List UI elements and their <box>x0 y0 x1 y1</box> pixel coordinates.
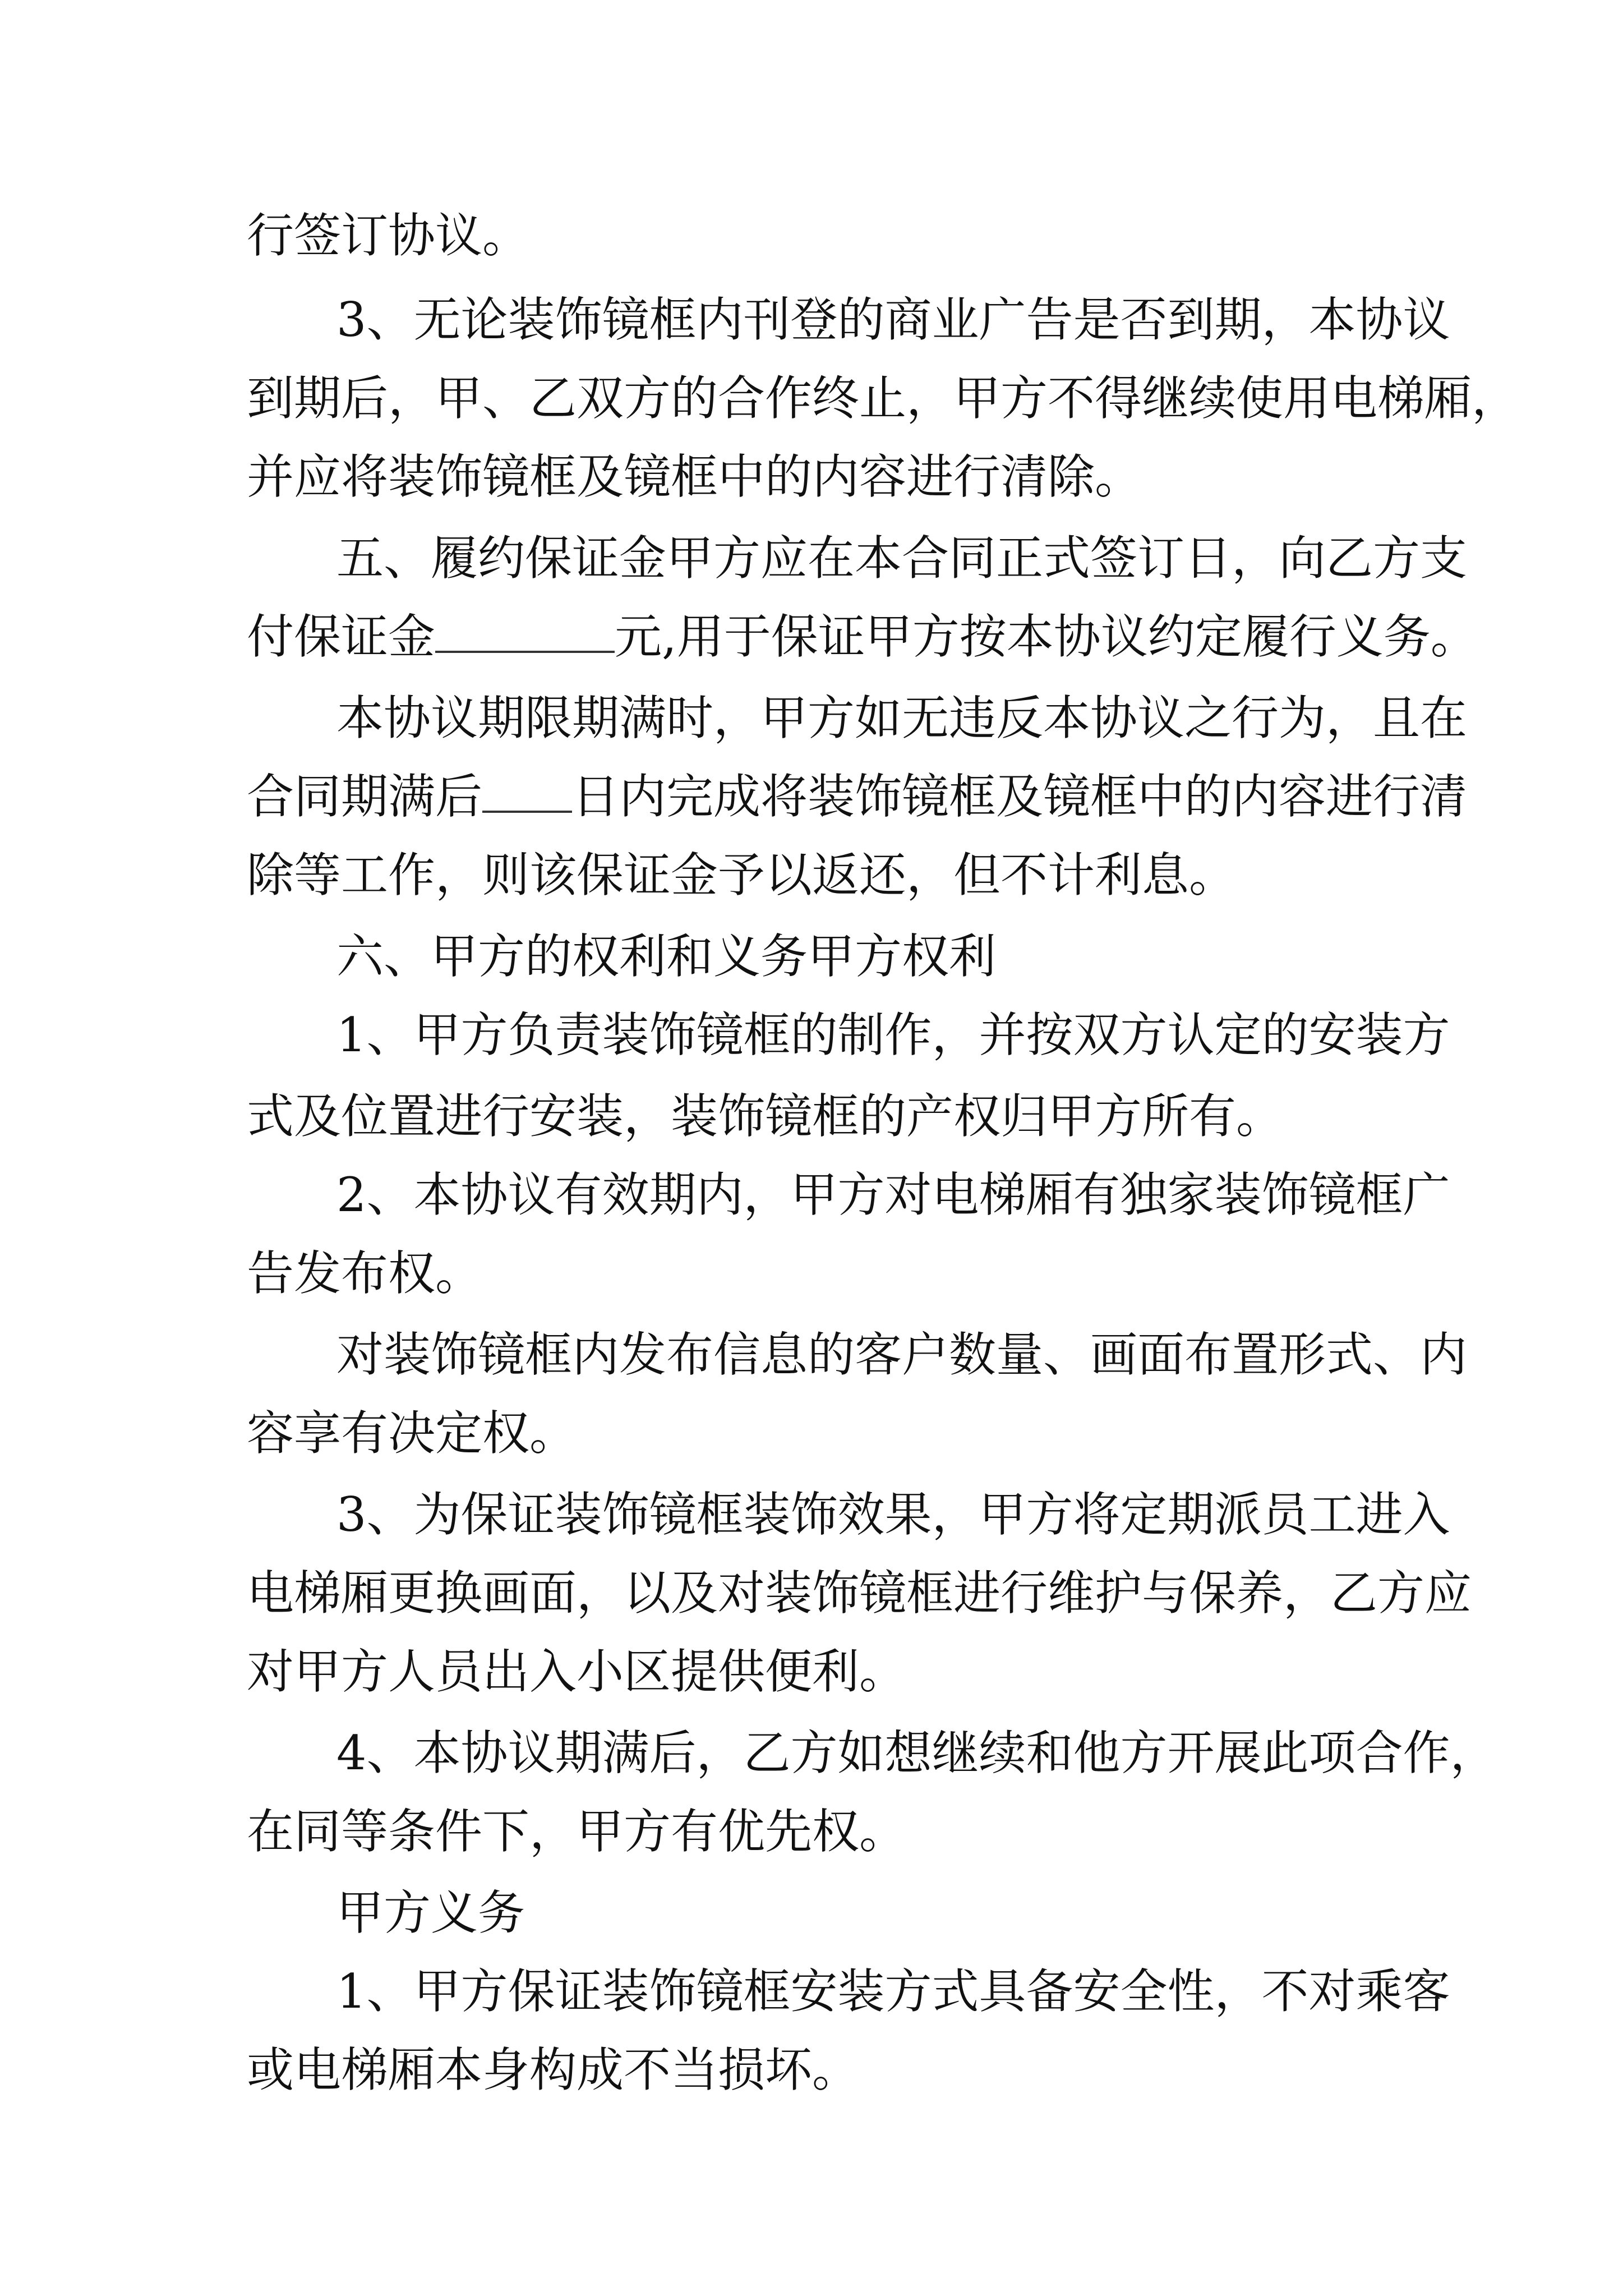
paragraph-line <box>336 1725 1497 1781</box>
line-text: 行签订协议。 <box>247 208 530 263</box>
line-text: 告发布权。 <box>247 1246 483 1301</box>
paragraph-line <box>336 1963 1450 2019</box>
line-text: 到期后，甲、乙双方的合作终止，甲方不得继续使用电梯厢， <box>247 371 1519 426</box>
days-blank <box>482 769 572 813</box>
paragraph-line <box>247 1803 1391 1860</box>
line-text: 对甲方人员出入小区提供便利。 <box>247 1644 907 1699</box>
paragraph-line <box>336 1487 1450 1543</box>
paragraph-line <box>247 1245 1391 1301</box>
line-text: 本协议期限期满时，甲方如无违反本协议之行为，且在 <box>336 691 1468 746</box>
line-text: 3、为保证装饰镜框装饰效果，甲方将定期派员工进入 <box>336 1487 1450 1542</box>
paragraph-line <box>247 769 1468 825</box>
line-text: 六、甲方的权利和义务甲方权利 <box>336 929 997 984</box>
line-text: 在同等条件下，甲方有优先权。 <box>247 1804 907 1859</box>
paragraph-line <box>247 2042 1391 2098</box>
line-text: 电梯厢更换画面，以及对装饰镜框进行维护与保养，乙方应 <box>247 1566 1472 1621</box>
paragraph-line <box>336 1007 1450 1063</box>
paragraph-line <box>247 208 1391 264</box>
paragraph-line <box>336 1327 1468 1383</box>
line-text: 合同期满后 <box>247 769 483 824</box>
paragraph-line <box>247 847 1391 903</box>
line-text: 甲方义务 <box>336 1885 525 1940</box>
section-heading <box>336 928 1391 984</box>
paragraph-line <box>336 690 1468 746</box>
paragraph-line <box>247 449 1391 505</box>
paragraph-line <box>247 609 1478 665</box>
line-text: 元,用于保证甲方按本协议约定履行义务。 <box>615 609 1478 664</box>
paragraph-line <box>247 1565 1472 1621</box>
amount-blank <box>435 609 615 653</box>
line-text: 2、本协议有效期内，甲方对电梯厢有独家装饰镜框广 <box>336 1167 1450 1222</box>
line-text: 对装饰镜框内发布信息的客户数量、画面布置形式、内 <box>336 1327 1468 1382</box>
paragraph-line <box>247 1088 1391 1144</box>
line-text: 除等工作，则该保证金予以返还，但不计利息。 <box>247 848 1237 903</box>
paragraph-line <box>247 1405 1391 1461</box>
line-text: 五、履约保证金甲方应在本合同正式签订日，向乙方支 <box>336 531 1468 586</box>
line-text: 容享有决定权。 <box>247 1406 577 1461</box>
paragraph-line <box>336 292 1450 348</box>
paragraph-line <box>336 1167 1450 1223</box>
paragraph-line <box>247 370 1519 426</box>
section-heading <box>336 1885 1391 1941</box>
line-text: 或电梯厢本身构成不当损坏。 <box>247 2042 860 2097</box>
line-text: 1、甲方保证装饰镜框安装方式具备安全性，不对乘客 <box>336 1964 1450 2019</box>
line-text: 式及位置进行安装，装饰镜框的产权归甲方所有。 <box>247 1089 1284 1144</box>
line-text: 4、本协议期满后，乙方如想继续和他方开展此项合作， <box>336 1726 1497 1780</box>
paragraph-line <box>336 530 1468 586</box>
line-text: 1、甲方负责装饰镜框的制作，并按双方认定的安装方 <box>336 1007 1450 1062</box>
line-text: 付保证金 <box>247 609 436 664</box>
line-text: 3、无论装饰镜框内刊登的商业广告是否到期，本协议 <box>336 292 1450 347</box>
line-text: 并应将装饰镜框及镜框中的内容进行清除。 <box>247 449 1142 504</box>
paragraph-line <box>247 1644 1391 1700</box>
line-text: 日内完成将装饰镜框及镜框中的内容进行清 <box>572 769 1468 824</box>
